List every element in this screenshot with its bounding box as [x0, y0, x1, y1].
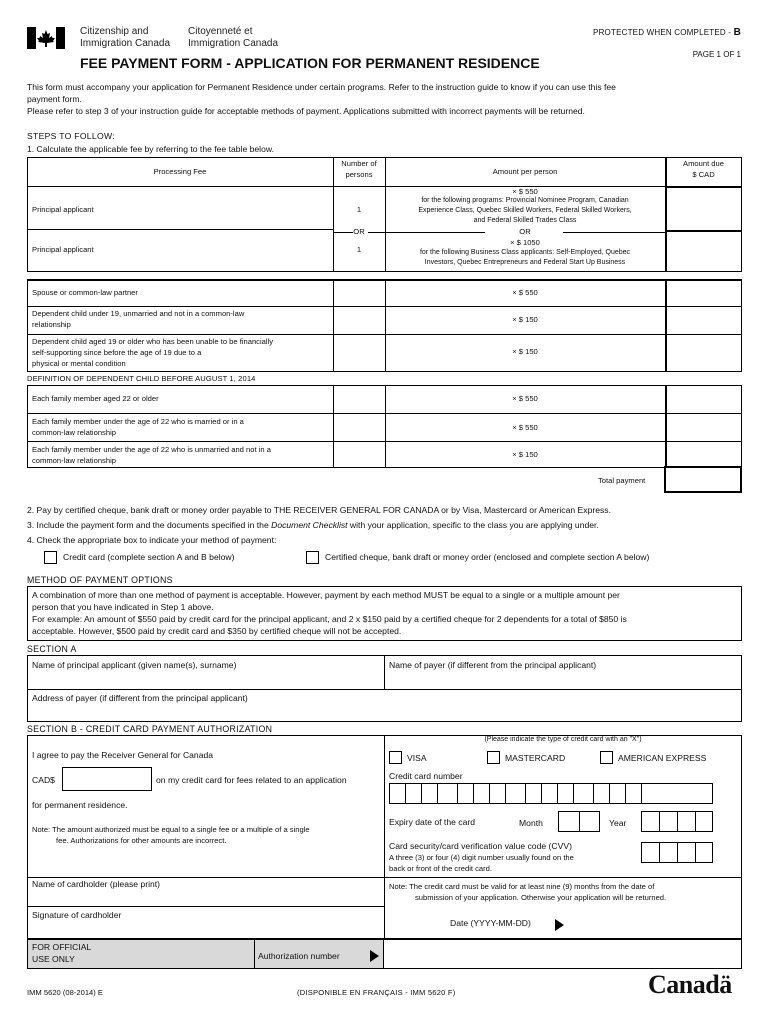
mastercard-label: MASTERCARD: [505, 753, 566, 763]
visa-checkbox[interactable]: [389, 751, 402, 764]
steps-heading: STEPS TO FOLLOW:: [27, 131, 115, 141]
principal-fee-1050-note-2: Investors, Quebec Entrepreneurs and Federal Start Up Business: [424, 259, 626, 266]
cardholder-label: Name of cardholder (please print): [32, 879, 161, 889]
validity-note-1: Note: The credit card must be valid for at least nine (9) months from the date of: [389, 882, 655, 891]
cvv-label-2: A three (3) or four (4) digit number usually found on the: [389, 853, 574, 862]
cvv-label-3: back or front of the credit card.: [389, 864, 492, 873]
family-22-older-amount-due[interactable]: [665, 386, 741, 412]
dependent-financial-persons-input[interactable]: [333, 334, 385, 371]
date-input[interactable]: [572, 910, 740, 937]
amount-due-principal-1050[interactable]: [665, 231, 741, 271]
spouse-amount-due[interactable]: [665, 280, 741, 305]
spouse-persons-input[interactable]: [333, 280, 385, 305]
section-a-heading: SECTION A: [27, 644, 77, 654]
family-married-fee: × $ 550: [512, 423, 538, 432]
dependent-under-19-label-1: Dependent child under 19, unmarried and not in a common-law: [32, 309, 245, 318]
spouse-label: Spouse or common-law partner: [32, 288, 138, 297]
credit-card-checkbox[interactable]: [44, 551, 57, 564]
credit-card-option-label: Credit card (complete section A and B below): [63, 552, 235, 562]
dependent-under-19-label-2: relationship: [32, 320, 71, 329]
family-22-older-fee: × $ 550: [512, 394, 538, 403]
signature-input[interactable]: [28, 922, 383, 938]
mastercard-checkbox[interactable]: [487, 751, 500, 764]
name-payer-input[interactable]: [385, 672, 741, 688]
col-number-persons-1: Number of: [341, 159, 377, 168]
authorization-note-2: fee. Authorizations for other amounts are incorrect.: [56, 836, 227, 845]
french-availability: (DISPONIBLE EN FRANÇAIS - IMM 5620 F): [297, 988, 456, 997]
principal-fee-550-note-3: and Federal Skilled Trades Class: [473, 217, 577, 224]
cc-number-input[interactable]: [389, 783, 713, 804]
method-line-1: A combination of more than one method of payment is acceptable. However, payment by each method MUST be equal to a single or a multiple amount per: [32, 590, 620, 600]
intro-line-1: This form must accompany your application for Permanent Residence under certain programs. Refer to the instruction guide to know if you can use this fee: [27, 82, 616, 92]
cvv-input[interactable]: [641, 842, 713, 863]
dept-name-en-2: Immigration Canada: [80, 38, 171, 49]
col-number-persons-2: persons: [345, 170, 373, 179]
family-married-amount-due[interactable]: [665, 413, 741, 440]
address-payer-input[interactable]: [28, 705, 741, 721]
authorization-number-input[interactable]: [384, 940, 741, 968]
canada-wordmark: Canadä: [648, 970, 732, 999]
amex-label: AMERICAN EXPRESS: [618, 753, 707, 763]
authorization-note-1: Note: The amount authorized must be equal to a single fee or a multiple of a single: [32, 825, 310, 834]
visa-label: VISA: [407, 753, 427, 763]
total-payment-input[interactable]: [664, 466, 742, 493]
dependent-financial-label-2: self-supporting since before the age of 19 due to a: [32, 348, 202, 357]
cc-number-label: Credit card number: [389, 771, 463, 781]
name-principal-input[interactable]: [28, 672, 383, 688]
official-use-label-1: FOR OFFICIAL: [32, 942, 92, 952]
page-number: PAGE 1 OF 1: [692, 50, 741, 59]
family-22-older-persons-input[interactable]: [333, 386, 385, 412]
family-unmarried-persons-input[interactable]: [333, 441, 385, 467]
dept-name-en-1: Citizenship and: [80, 26, 149, 37]
step-2: 2. Pay by certified cheque, bank draft or money order payable to THE RECEIVER GENERAL FOR CANADA or by Visa, Mastercard or American Express.: [27, 505, 611, 515]
validity-note-2: submission of your application. Otherwise your application will be returned.: [415, 893, 667, 902]
or-separator-persons: OR: [353, 227, 365, 236]
month-label: Month: [519, 818, 543, 828]
step-1: 1. Calculate the applicable fee by referring to the fee table below.: [27, 144, 274, 154]
family-22-older-label: Each family member aged 22 or older: [32, 394, 159, 403]
family-unmarried-label-2: common-law relationship: [32, 456, 116, 465]
total-payment-label: Total payment: [598, 476, 646, 485]
dependent-under-19-persons-input[interactable]: [333, 306, 385, 333]
protected-label: PROTECTED WHEN COMPLETED - B: [593, 27, 741, 38]
official-use-label-2: USE ONLY: [32, 954, 75, 964]
date-label: Date (YYYY-MM-DD): [450, 918, 531, 928]
method-heading: METHOD OF PAYMENT OPTIONS: [27, 575, 173, 585]
signature-label: Signature of cardholder: [32, 910, 122, 920]
col-amount-per-person: Amount per person: [492, 167, 558, 176]
on-card-text: on my credit card for fees related to an application: [156, 775, 347, 785]
intro-line-2: payment form.: [27, 94, 82, 104]
dependent-under-19-fee: × $ 150: [512, 315, 538, 324]
definition-heading: DEFINITION OF DEPENDENT CHILD BEFORE AUGUST 1, 2014: [27, 374, 256, 383]
or-separator-amount: OR: [519, 227, 531, 236]
name-payer-label: Name of payer (if different from the principal applicant): [389, 660, 597, 670]
form-title: FEE PAYMENT FORM - APPLICATION FOR PERMANENT RESIDENCE: [80, 55, 540, 71]
agree-text: I agree to pay the Receiver General for Canada: [32, 750, 214, 760]
family-unmarried-fee: × $ 150: [512, 450, 538, 459]
principal-applicant-label-1: Principal applicant: [32, 205, 94, 214]
col-processing-fee: Processing Fee: [153, 167, 207, 176]
principal-applicant-label-2: Principal applicant: [32, 245, 94, 254]
method-line-4: acceptable. However, $500 paid by credit card and $350 by certified cheque will not be accepted.: [32, 626, 402, 636]
col-amount-due-2: $ CAD: [692, 170, 715, 179]
cheque-option-label: Certified cheque, bank draft or money order (enclosed and complete section A below): [325, 552, 650, 562]
form-id: IMM 5620 (08-2014) E: [27, 988, 103, 997]
expiry-year-input[interactable]: [641, 811, 713, 832]
intro-line-3: Please refer to step 3 of your instruction guide for acceptable methods of payment. Applications submitted with incorrect payments will be returned.: [27, 106, 585, 116]
dependent-financial-label-3: physical or mental condition: [32, 359, 126, 368]
expiry-label: Expiry date of the card: [389, 817, 475, 827]
family-unmarried-label-1: Each family member under the age of 22 who is unmarried and not in a: [32, 445, 271, 454]
step-3: 3. Include the payment form and the documents specified in the Document Checklist with your application, specific to the class you are applying under.: [27, 520, 599, 530]
year-label: Year: [609, 818, 627, 828]
date-arrow-icon: [555, 919, 564, 931]
authorization-arrow-icon: [370, 950, 379, 962]
address-payer-label: Address of payer (if different from the principal applicant): [32, 693, 248, 703]
family-married-label-2: common-law relationship: [32, 428, 116, 437]
dependent-financial-fee: × $ 150: [512, 347, 538, 356]
name-principal-label: Name of principal applicant (given name(s), surname): [32, 660, 237, 670]
family-married-persons-input[interactable]: [333, 413, 385, 440]
amex-checkbox[interactable]: [600, 751, 613, 764]
dependent-under-19-amount-due[interactable]: [665, 306, 741, 333]
expiry-month-input[interactable]: [558, 811, 600, 832]
method-line-2: person that you have indicated in Step 1 above.: [32, 602, 214, 612]
cad-label: CAD$: [32, 775, 55, 785]
cardholder-input[interactable]: [28, 891, 383, 905]
for-pr-text: for permanent residence.: [32, 800, 128, 810]
canada-flag-icon: [27, 27, 65, 49]
dependent-financial-amount-due[interactable]: [665, 334, 741, 371]
dept-name-fr-1: Citoyenneté et: [188, 26, 253, 37]
col-amount-due-1: Amount due: [683, 159, 724, 168]
principal-applicant-count-1: 1: [356, 205, 362, 214]
cad-amount-input[interactable]: [62, 767, 152, 791]
dept-name-fr-2: Immigration Canada: [188, 38, 279, 49]
cheque-checkbox[interactable]: [306, 551, 319, 564]
principal-fee-1050-note-1: for the following Business Class applicants: Self-Employed, Quebec: [419, 249, 631, 256]
section-b-heading: SECTION B - CREDIT CARD PAYMENT AUTHORIZATION: [27, 724, 273, 734]
spouse-fee: × $ 550: [512, 288, 538, 297]
dependent-financial-label-1: Dependent child aged 19 or older who has been unable to be financially: [32, 337, 274, 346]
family-unmarried-amount-due[interactable]: [665, 441, 741, 467]
principal-fee-550-note-2: Experience Class, Quebec Skilled Workers, Federal Skilled Workers,: [418, 207, 632, 214]
method-line-3: For example: An amount of $550 paid by credit card for the principal applicant, and 2 x $150 paid by a certified cheque for 2 dependents for a total of $850 is: [32, 614, 627, 624]
family-married-label-1: Each family member under the age of 22 who is married or in a: [32, 417, 244, 426]
principal-fee-550-note-1: for the following programs: Provincial Nominee Program, Canadian: [421, 197, 629, 204]
principal-fee-1050: × $ 1050: [510, 238, 540, 247]
principal-applicant-count-2: 1: [356, 245, 362, 254]
step-4: 4. Check the appropriate box to indicate your method of payment:: [27, 535, 277, 545]
cvv-label-1: Card security/card verification value code (CVV): [389, 841, 572, 851]
amount-due-principal-550[interactable]: [665, 187, 741, 230]
authorization-number-label: Authorization number: [258, 951, 340, 961]
principal-fee-550: × $ 550: [512, 187, 538, 196]
card-type-instruction: (Please indicate the type of credit card with an "X"): [484, 736, 642, 743]
